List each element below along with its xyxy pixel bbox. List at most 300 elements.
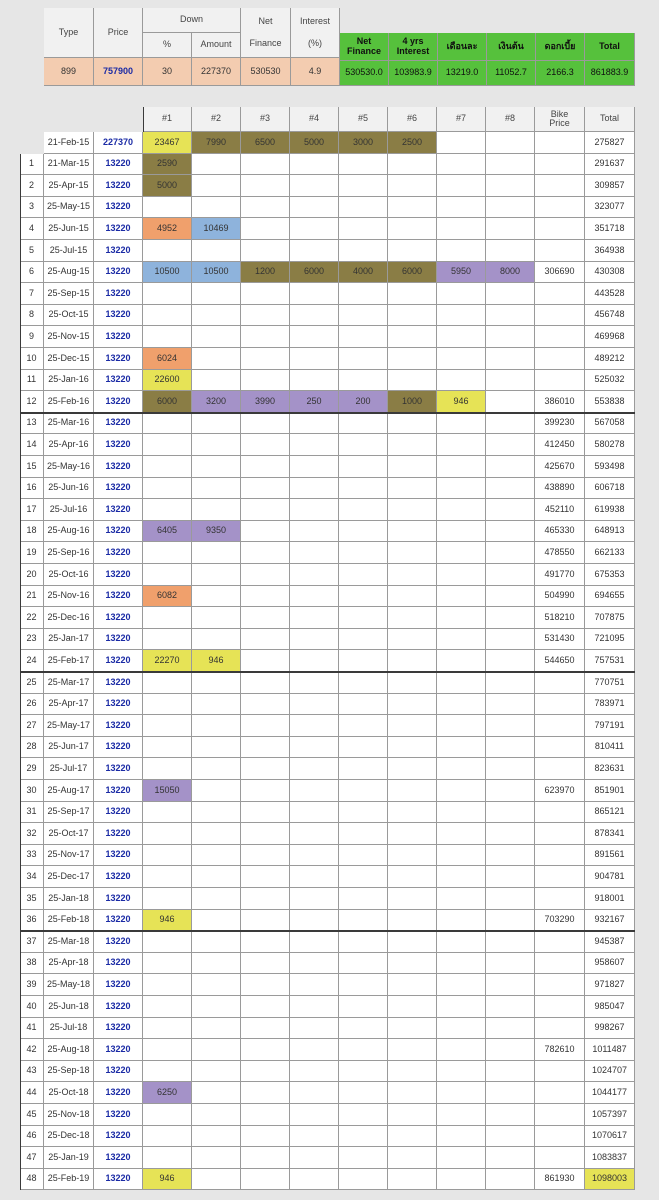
row-col-1[interactable]: [143, 1039, 192, 1061]
row-amount[interactable]: [94, 715, 143, 737]
col-header-5[interactable]: [339, 107, 388, 132]
row-total[interactable]: [585, 953, 635, 975]
row-col-4[interactable]: [290, 456, 339, 478]
row-col-4[interactable]: [290, 953, 339, 975]
row-amount[interactable]: [94, 499, 143, 521]
row-col-7[interactable]: [437, 326, 486, 348]
row-col-2[interactable]: [192, 370, 241, 392]
row-total[interactable]: [585, 521, 635, 543]
row-col-8[interactable]: [486, 1061, 535, 1083]
row-col-1[interactable]: [143, 607, 192, 629]
row-col-7[interactable]: [437, 240, 486, 262]
row-date[interactable]: [44, 434, 94, 456]
row-total[interactable]: [585, 564, 635, 586]
row-col-5[interactable]: [339, 218, 388, 240]
row-col-5[interactable]: [339, 715, 388, 737]
row-date[interactable]: [44, 175, 94, 197]
row-number[interactable]: [20, 262, 44, 284]
row-date[interactable]: [44, 305, 94, 327]
row-date[interactable]: [44, 1061, 94, 1083]
row-col-2[interactable]: [192, 650, 241, 672]
first-row-col-4[interactable]: [290, 132, 339, 154]
row-col-8[interactable]: [486, 348, 535, 370]
row-col-8[interactable]: [486, 1082, 535, 1104]
row-col-8[interactable]: [486, 197, 535, 219]
row-number[interactable]: [20, 413, 44, 435]
row-amount[interactable]: [94, 542, 143, 564]
row-col-8[interactable]: [486, 326, 535, 348]
row-col-1[interactable]: [143, 1147, 192, 1169]
row-number[interactable]: [20, 888, 44, 910]
row-amount[interactable]: [94, 197, 143, 219]
row-col-5[interactable]: [339, 737, 388, 759]
green-summary-header-2[interactable]: [438, 33, 487, 61]
row-col-8[interactable]: [486, 866, 535, 888]
row-total[interactable]: [585, 1104, 635, 1126]
row-amount[interactable]: [94, 1039, 143, 1061]
row-col-7[interactable]: [437, 586, 486, 608]
row-col-2[interactable]: [192, 802, 241, 824]
row-col-6[interactable]: [388, 391, 437, 413]
row-date[interactable]: [44, 1018, 94, 1040]
row-bike-price[interactable]: [535, 866, 585, 888]
green-summary-value-4[interactable]: [536, 61, 585, 86]
row-col-1[interactable]: [143, 888, 192, 910]
row-col-3[interactable]: [241, 996, 290, 1018]
row-total[interactable]: [585, 1039, 635, 1061]
first-row-col-5[interactable]: [339, 132, 388, 154]
row-bike-price[interactable]: [535, 910, 585, 932]
net-finance-header[interactable]: [241, 8, 291, 58]
row-date[interactable]: [44, 586, 94, 608]
row-col-2[interactable]: [192, 629, 241, 651]
row-col-3[interactable]: [241, 780, 290, 802]
row-total[interactable]: [585, 1061, 635, 1083]
row-number[interactable]: [20, 974, 44, 996]
row-col-1[interactable]: [143, 866, 192, 888]
first-row-col-8[interactable]: [486, 132, 535, 154]
row-col-7[interactable]: [437, 953, 486, 975]
row-date[interactable]: [44, 1147, 94, 1169]
row-col-7[interactable]: [437, 1039, 486, 1061]
row-amount[interactable]: [94, 283, 143, 305]
row-amount[interactable]: [94, 910, 143, 932]
col-header-7[interactable]: [437, 107, 486, 132]
row-col-5[interactable]: [339, 823, 388, 845]
row-col-8[interactable]: [486, 1039, 535, 1061]
row-date[interactable]: [44, 262, 94, 284]
row-col-6[interactable]: [388, 542, 437, 564]
row-col-4[interactable]: [290, 262, 339, 284]
row-bike-price[interactable]: [535, 175, 585, 197]
row-col-4[interactable]: [290, 996, 339, 1018]
row-col-6[interactable]: [388, 240, 437, 262]
col-header-3[interactable]: [241, 107, 290, 132]
row-col-1[interactable]: [143, 974, 192, 996]
row-bike-price[interactable]: [535, 456, 585, 478]
row-col-4[interactable]: [290, 715, 339, 737]
row-amount[interactable]: [94, 240, 143, 262]
row-number[interactable]: [20, 370, 44, 392]
row-number[interactable]: [20, 823, 44, 845]
row-col-7[interactable]: [437, 348, 486, 370]
row-amount[interactable]: [94, 845, 143, 867]
row-col-2[interactable]: [192, 888, 241, 910]
row-bike-price[interactable]: [535, 823, 585, 845]
row-col-8[interactable]: [486, 413, 535, 435]
row-col-6[interactable]: [388, 1039, 437, 1061]
row-number[interactable]: [20, 305, 44, 327]
row-col-6[interactable]: [388, 1126, 437, 1148]
down-amount-value[interactable]: [192, 58, 241, 86]
row-total[interactable]: [585, 391, 635, 413]
row-col-6[interactable]: [388, 348, 437, 370]
row-bike-price[interactable]: [535, 758, 585, 780]
row-col-8[interactable]: [486, 240, 535, 262]
row-total[interactable]: [585, 478, 635, 500]
row-col-2[interactable]: [192, 996, 241, 1018]
row-col-7[interactable]: [437, 629, 486, 651]
row-amount[interactable]: [94, 672, 143, 694]
row-col-3[interactable]: [241, 370, 290, 392]
row-total[interactable]: [585, 996, 635, 1018]
row-date[interactable]: [44, 564, 94, 586]
row-col-6[interactable]: [388, 197, 437, 219]
row-col-8[interactable]: [486, 1104, 535, 1126]
row-col-5[interactable]: [339, 1018, 388, 1040]
row-col-4[interactable]: [290, 283, 339, 305]
row-col-7[interactable]: [437, 1126, 486, 1148]
row-col-5[interactable]: [339, 262, 388, 284]
row-col-5[interactable]: [339, 1082, 388, 1104]
row-col-4[interactable]: [290, 650, 339, 672]
row-number[interactable]: [20, 348, 44, 370]
row-col-4[interactable]: [290, 218, 339, 240]
row-col-8[interactable]: [486, 694, 535, 716]
row-col-3[interactable]: [241, 953, 290, 975]
row-amount[interactable]: [94, 607, 143, 629]
row-total[interactable]: [585, 607, 635, 629]
row-total[interactable]: [585, 413, 635, 435]
row-col-5[interactable]: [339, 953, 388, 975]
row-number[interactable]: [20, 218, 44, 240]
row-number[interactable]: [20, 758, 44, 780]
row-col-1[interactable]: [143, 1126, 192, 1148]
row-col-2[interactable]: [192, 564, 241, 586]
row-bike-price[interactable]: [535, 391, 585, 413]
row-col-7[interactable]: [437, 542, 486, 564]
row-col-4[interactable]: [290, 564, 339, 586]
row-bike-price[interactable]: [535, 974, 585, 996]
row-date[interactable]: [44, 391, 94, 413]
row-col-3[interactable]: [241, 434, 290, 456]
row-col-2[interactable]: [192, 694, 241, 716]
row-col-2[interactable]: [192, 1018, 241, 1040]
row-col-4[interactable]: [290, 175, 339, 197]
row-col-8[interactable]: [486, 586, 535, 608]
row-col-3[interactable]: [241, 694, 290, 716]
row-col-6[interactable]: [388, 996, 437, 1018]
row-col-2[interactable]: [192, 931, 241, 953]
row-col-6[interactable]: [388, 845, 437, 867]
green-summary-value-1[interactable]: [389, 61, 438, 86]
row-col-7[interactable]: [437, 650, 486, 672]
row-number[interactable]: [20, 802, 44, 824]
row-amount[interactable]: [94, 758, 143, 780]
row-col-3[interactable]: [241, 413, 290, 435]
row-col-3[interactable]: [241, 456, 290, 478]
row-total[interactable]: [585, 197, 635, 219]
row-col-8[interactable]: [486, 1169, 535, 1191]
row-col-8[interactable]: [486, 780, 535, 802]
row-number[interactable]: [20, 780, 44, 802]
row-col-2[interactable]: [192, 434, 241, 456]
row-total[interactable]: [585, 866, 635, 888]
col-header-6[interactable]: [388, 107, 437, 132]
row-total[interactable]: [585, 326, 635, 348]
row-date[interactable]: [44, 910, 94, 932]
row-col-1[interactable]: [143, 780, 192, 802]
col-header-2[interactable]: [192, 107, 241, 132]
row-number[interactable]: [20, 1147, 44, 1169]
row-total[interactable]: [585, 802, 635, 824]
row-col-1[interactable]: [143, 715, 192, 737]
row-date[interactable]: [44, 823, 94, 845]
row-col-6[interactable]: [388, 1018, 437, 1040]
interest-value[interactable]: [291, 58, 340, 86]
row-col-6[interactable]: [388, 283, 437, 305]
row-total[interactable]: [585, 780, 635, 802]
row-total[interactable]: [585, 154, 635, 176]
row-col-6[interactable]: [388, 780, 437, 802]
row-amount[interactable]: [94, 348, 143, 370]
row-col-1[interactable]: [143, 262, 192, 284]
first-row-date[interactable]: [44, 132, 94, 154]
row-col-7[interactable]: [437, 845, 486, 867]
row-total[interactable]: [585, 218, 635, 240]
row-col-1[interactable]: [143, 931, 192, 953]
row-bike-price[interactable]: [535, 1147, 585, 1169]
down-header[interactable]: [143, 8, 241, 33]
row-col-3[interactable]: [241, 672, 290, 694]
row-col-1[interactable]: [143, 478, 192, 500]
row-number[interactable]: [20, 154, 44, 176]
row-amount[interactable]: [94, 370, 143, 392]
row-col-3[interactable]: [241, 305, 290, 327]
down-pct-header[interactable]: [143, 33, 192, 58]
row-col-1[interactable]: [143, 391, 192, 413]
row-bike-price[interactable]: [535, 478, 585, 500]
row-col-6[interactable]: [388, 154, 437, 176]
row-col-1[interactable]: [143, 283, 192, 305]
row-date[interactable]: [44, 348, 94, 370]
bike-price-header[interactable]: [535, 107, 585, 132]
row-date[interactable]: [44, 283, 94, 305]
row-amount[interactable]: [94, 564, 143, 586]
net-finance-value[interactable]: [241, 58, 291, 86]
row-col-7[interactable]: [437, 197, 486, 219]
row-col-1[interactable]: [143, 1018, 192, 1040]
row-col-5[interactable]: [339, 931, 388, 953]
row-bike-price[interactable]: [535, 283, 585, 305]
col-header-1[interactable]: [143, 107, 192, 132]
row-col-8[interactable]: [486, 758, 535, 780]
row-col-1[interactable]: [143, 1061, 192, 1083]
row-col-2[interactable]: [192, 1147, 241, 1169]
row-col-3[interactable]: [241, 283, 290, 305]
row-col-5[interactable]: [339, 1147, 388, 1169]
row-col-5[interactable]: [339, 1126, 388, 1148]
row-col-2[interactable]: [192, 780, 241, 802]
row-col-2[interactable]: [192, 1104, 241, 1126]
green-summary-value-5[interactable]: [585, 61, 635, 86]
row-col-2[interactable]: [192, 866, 241, 888]
row-col-2[interactable]: [192, 218, 241, 240]
row-col-6[interactable]: [388, 672, 437, 694]
row-col-7[interactable]: [437, 521, 486, 543]
row-col-3[interactable]: [241, 1018, 290, 1040]
row-amount[interactable]: [94, 1061, 143, 1083]
row-col-1[interactable]: [143, 370, 192, 392]
row-col-7[interactable]: [437, 931, 486, 953]
row-col-7[interactable]: [437, 672, 486, 694]
row-total[interactable]: [585, 737, 635, 759]
row-col-3[interactable]: [241, 823, 290, 845]
row-col-1[interactable]: [143, 218, 192, 240]
row-col-1[interactable]: [143, 737, 192, 759]
row-col-1[interactable]: [143, 348, 192, 370]
row-number[interactable]: [20, 910, 44, 932]
row-bike-price[interactable]: [535, 802, 585, 824]
row-col-5[interactable]: [339, 910, 388, 932]
row-col-5[interactable]: [339, 154, 388, 176]
price-value[interactable]: [94, 58, 143, 86]
row-col-8[interactable]: [486, 564, 535, 586]
row-col-7[interactable]: [437, 564, 486, 586]
row-amount[interactable]: [94, 823, 143, 845]
row-total[interactable]: [585, 283, 635, 305]
row-col-7[interactable]: [437, 262, 486, 284]
row-col-1[interactable]: [143, 802, 192, 824]
row-col-5[interactable]: [339, 240, 388, 262]
row-total[interactable]: [585, 672, 635, 694]
row-col-8[interactable]: [486, 305, 535, 327]
row-col-4[interactable]: [290, 348, 339, 370]
row-number[interactable]: [20, 607, 44, 629]
row-col-7[interactable]: [437, 1147, 486, 1169]
row-col-8[interactable]: [486, 629, 535, 651]
row-bike-price[interactable]: [535, 348, 585, 370]
row-col-1[interactable]: [143, 240, 192, 262]
row-date[interactable]: [44, 478, 94, 500]
row-total[interactable]: [585, 348, 635, 370]
row-col-4[interactable]: [290, 931, 339, 953]
row-col-1[interactable]: [143, 758, 192, 780]
row-amount[interactable]: [94, 1147, 143, 1169]
col-header-8[interactable]: [486, 107, 535, 132]
row-col-2[interactable]: [192, 478, 241, 500]
row-col-6[interactable]: [388, 370, 437, 392]
row-total[interactable]: [585, 456, 635, 478]
row-col-5[interactable]: [339, 780, 388, 802]
row-amount[interactable]: [94, 456, 143, 478]
row-col-4[interactable]: [290, 391, 339, 413]
row-col-3[interactable]: [241, 262, 290, 284]
row-col-4[interactable]: [290, 1082, 339, 1104]
row-number[interactable]: [20, 866, 44, 888]
row-number[interactable]: [20, 1169, 44, 1191]
row-bike-price[interactable]: [535, 305, 585, 327]
row-col-1[interactable]: [143, 521, 192, 543]
row-col-4[interactable]: [290, 154, 339, 176]
row-col-5[interactable]: [339, 391, 388, 413]
row-col-3[interactable]: [241, 154, 290, 176]
row-col-3[interactable]: [241, 240, 290, 262]
col-header-4[interactable]: [290, 107, 339, 132]
row-col-3[interactable]: [241, 391, 290, 413]
row-col-3[interactable]: [241, 974, 290, 996]
row-col-3[interactable]: [241, 175, 290, 197]
row-col-7[interactable]: [437, 283, 486, 305]
row-col-7[interactable]: [437, 888, 486, 910]
row-col-6[interactable]: [388, 218, 437, 240]
type-value[interactable]: [44, 58, 94, 86]
price-header[interactable]: [94, 8, 143, 58]
row-col-2[interactable]: [192, 240, 241, 262]
row-col-4[interactable]: [290, 413, 339, 435]
row-total[interactable]: [585, 1169, 635, 1191]
row-col-5[interactable]: [339, 1104, 388, 1126]
row-col-4[interactable]: [290, 802, 339, 824]
row-col-4[interactable]: [290, 1061, 339, 1083]
row-col-1[interactable]: [143, 499, 192, 521]
row-col-2[interactable]: [192, 326, 241, 348]
row-col-2[interactable]: [192, 1039, 241, 1061]
row-col-5[interactable]: [339, 1061, 388, 1083]
row-col-2[interactable]: [192, 974, 241, 996]
row-total[interactable]: [585, 845, 635, 867]
first-row-col-2[interactable]: [192, 132, 241, 154]
row-col-5[interactable]: [339, 629, 388, 651]
row-col-7[interactable]: [437, 1061, 486, 1083]
row-col-1[interactable]: [143, 672, 192, 694]
row-col-6[interactable]: [388, 175, 437, 197]
row-amount[interactable]: [94, 650, 143, 672]
row-col-7[interactable]: [437, 866, 486, 888]
row-col-3[interactable]: [241, 197, 290, 219]
row-number[interactable]: [20, 1126, 44, 1148]
row-col-7[interactable]: [437, 434, 486, 456]
row-col-5[interactable]: [339, 586, 388, 608]
row-col-7[interactable]: [437, 1169, 486, 1191]
row-bike-price[interactable]: [535, 629, 585, 651]
row-amount[interactable]: [94, 1104, 143, 1126]
row-col-4[interactable]: [290, 499, 339, 521]
row-col-6[interactable]: [388, 434, 437, 456]
row-number[interactable]: [20, 953, 44, 975]
row-total[interactable]: [585, 758, 635, 780]
row-col-1[interactable]: [143, 197, 192, 219]
row-col-3[interactable]: [241, 1126, 290, 1148]
row-bike-price[interactable]: [535, 370, 585, 392]
row-number[interactable]: [20, 434, 44, 456]
row-col-3[interactable]: [241, 478, 290, 500]
row-amount[interactable]: [94, 866, 143, 888]
row-col-4[interactable]: [290, 1104, 339, 1126]
row-total[interactable]: [585, 542, 635, 564]
row-bike-price[interactable]: [535, 499, 585, 521]
row-bike-price[interactable]: [535, 845, 585, 867]
